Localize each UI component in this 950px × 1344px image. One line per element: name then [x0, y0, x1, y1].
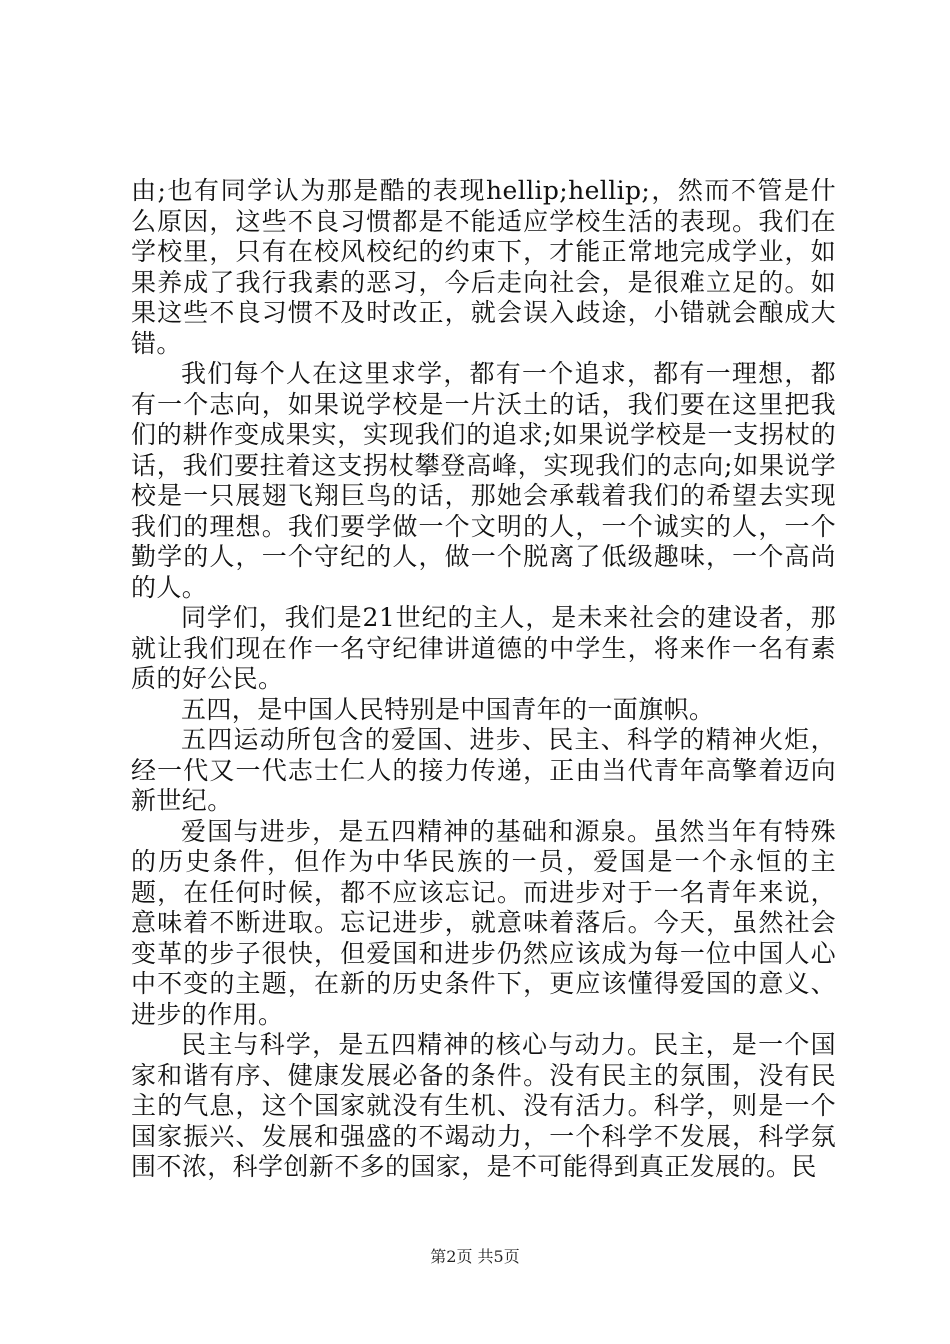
paragraph: 五四运动所包含的爱国、进步、民主、科学的精神火炬，经一代又一代志士仁人的接力传递，正由当代青年高擎着迈向新世纪。 [131, 725, 836, 815]
paragraph: 五四，是中国人民特别是中国青年的一面旗帜。 [181, 694, 715, 724]
paragraph: 我们每个人在这里求学，都有一个追求，都有一理想，都有一个志向，如果说学校是一片沃土的话，我们要在这里把我们的耕作变成果实，实现我们的追求;如果说学校是一支拐杖的话，我们要拄着这支拐杖攀登高峰，实现我们的志向;如果说学校是一只展翅飞翔巨鸟的话，那她会承载着我们的希望去实现我们的理想。我们要学做一个文明的人，一个诚实的人，一个勤学的人，一个守纪的人，做一个脱离了低级趣味，一个高尚的人。 [131, 359, 836, 602]
paragraph: 同学们，我们是21世纪的主人，是未来社会的建设者，那就让我们现在作一名守纪律讲道德的中学生，将来作一名有素质的好公民。 [131, 603, 836, 693]
page-number-footer: 第2页 共5页 [430, 1247, 520, 1266]
paragraph: 爱国与进步，是五四精神的基础和源泉。虽然当年有特殊的历史条件，但作为中华民族的一员，爱国是一个永恒的主题，在任何时候，都不应该忘记。而进步对于一名青年来说，意味着不断进取。忘记进步，就意味着落后。今天，虽然社会变革的步子很快，但爱国和进步仍然应该成为每一位中国人心中不变的主题，在新的历史条件下，更应该懂得爱国的意义、进步的作用。 [131, 816, 836, 1029]
document-body [131, 176, 836, 1183]
paragraph: 由;也有同学认为那是酷的表现hellip;hellip;，然而不管是什么原因，这些不良习惯都是不能适应学校生活的表现。我们在学校里，只有在校风校纪的约束下，才能正常地完成学业，如果养成了我行我素的恶习，今后走向社会，是很难立足的。如果这些不良习惯不及时改正，就会误入歧途，小错就会酿成大错。 [131, 176, 836, 358]
paragraph: 民主与科学，是五四精神的核心与动力。民主，是一个国家和谐有序、健康发展必备的条件。没有民主的氛围，没有民主的气息，这个国家就没有生机、没有活力。科学，则是一个国家振兴、发展和强盛的不竭动力，一个科学不发展，科学氛围不浓，科学创新不多的国家，是不可能得到真正发展的。民 [131, 1030, 836, 1181]
